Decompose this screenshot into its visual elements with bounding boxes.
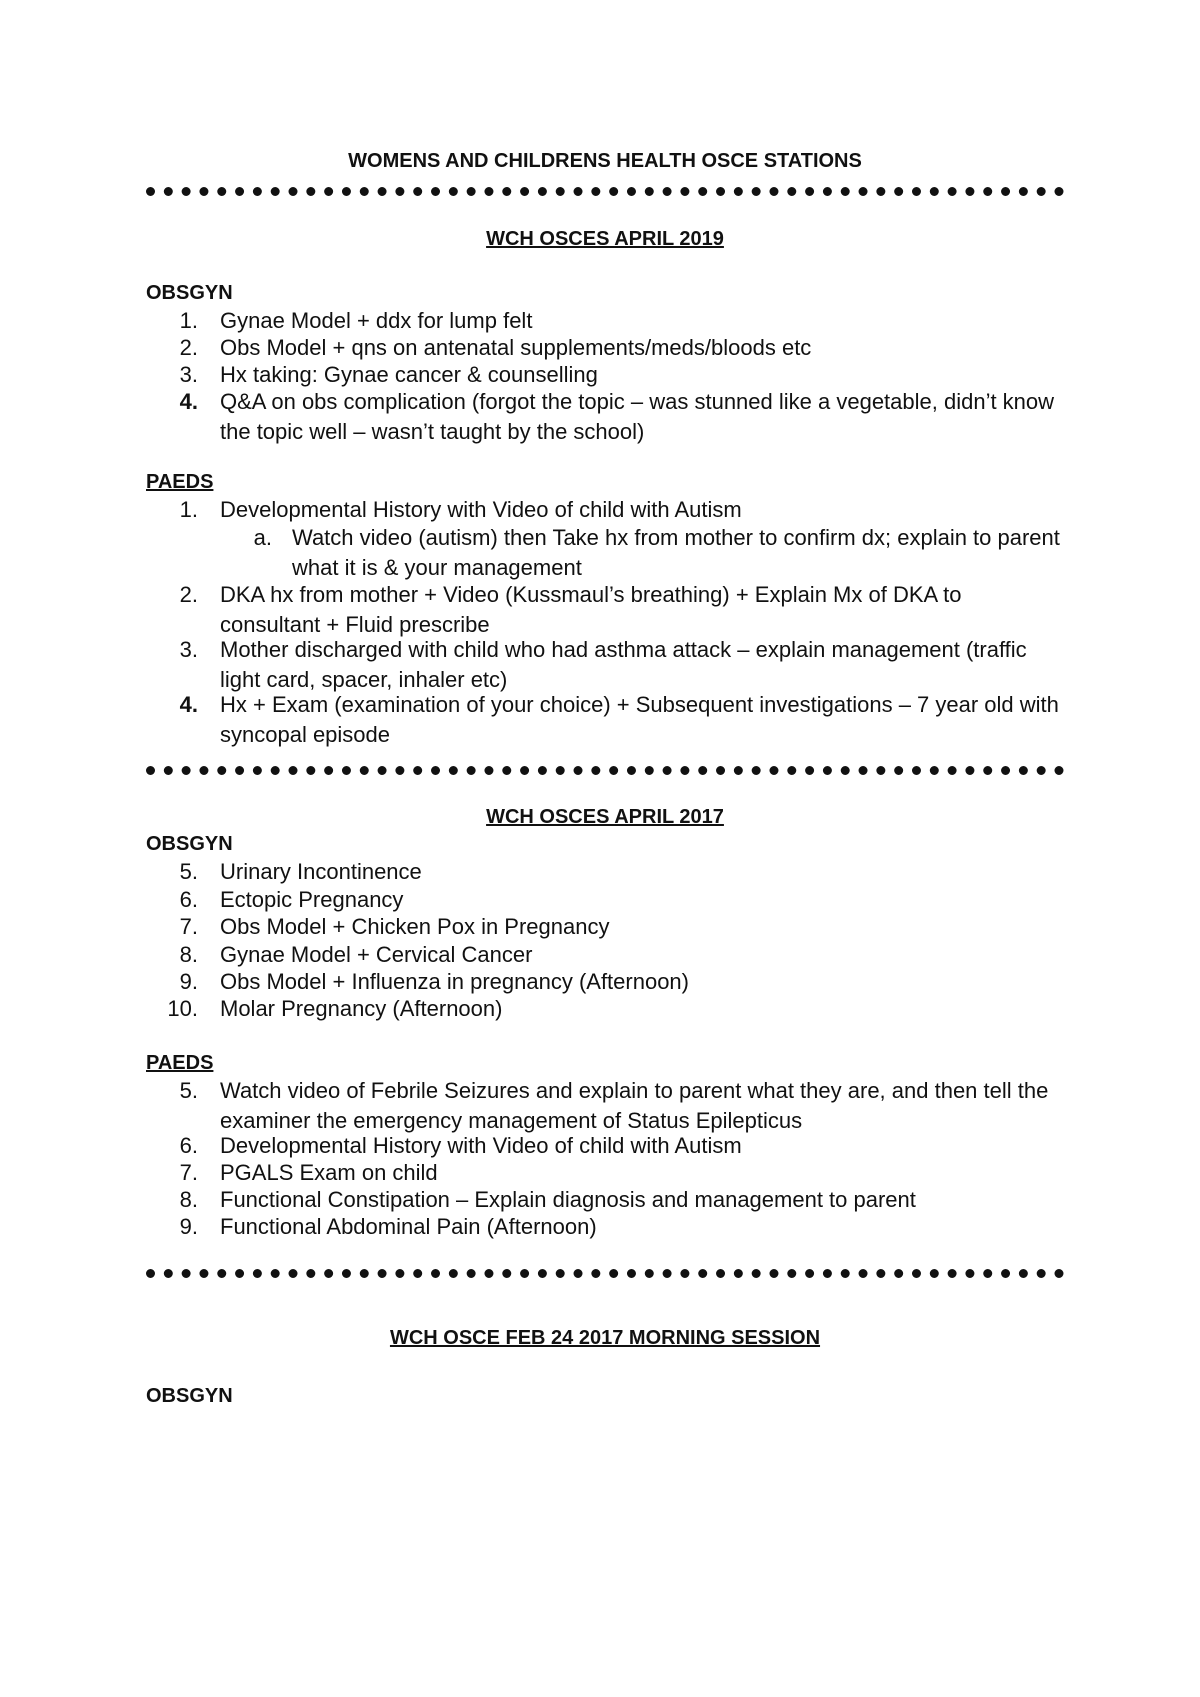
list-number: 8. [179, 942, 198, 967]
list-text: Urinary Incontinence [220, 859, 422, 884]
list-text: DKA hx from mother + Video (Kussmaul’s breathing) + Explain Mx of DKA to consultant + Fluid prescribe [220, 582, 962, 637]
list-number: 10. [167, 996, 198, 1021]
list-text: Molar Pregnancy (Afternoon) [220, 996, 503, 1021]
list-text: Ectopic Pregnancy [220, 887, 404, 912]
list-number: 9. [179, 969, 198, 994]
list-number: 2. [179, 335, 198, 360]
dotted-divider [146, 187, 1064, 196]
list-number: 7. [179, 1160, 198, 1185]
list-text: PGALS Exam on child [220, 1160, 438, 1185]
list-text: Hx + Exam (examination of your choice) + Subsequent investigations – 7 year old with syncopal episode [220, 692, 1059, 747]
list-number: 3. [179, 637, 198, 662]
list-text: Functional Constipation – Explain diagnosis and management to parent [220, 1187, 916, 1212]
list-number: a. [253, 525, 272, 550]
section-title: WCH OSCES APRIL 2019 [486, 228, 724, 250]
list-number: 4. [179, 692, 198, 717]
list-number: 6. [179, 887, 198, 912]
list-text: Gynae Model + ddx for lump felt [220, 308, 533, 333]
list-text: Watch video of Febrile Seizures and explain to parent what they are, and then tell the examiner the emergency management of Status Epilepticus [220, 1078, 1049, 1133]
list-number: 1. [179, 308, 198, 333]
list-text: Q&A on obs complication (forgot the topic – was stunned like a vegetable, didn’t know the topic well – wasn’t taught by the school) [220, 389, 1055, 444]
list-text: Obs Model + Chicken Pox in Pregnancy [220, 914, 610, 939]
list-number: 6. [179, 1133, 198, 1158]
list-text: Functional Abdominal Pain (Afternoon) [220, 1214, 597, 1239]
list-number: 5. [179, 1078, 198, 1103]
list-number: 9. [179, 1214, 198, 1239]
list-text: Watch video (autism) then Take hx from mother to confirm dx; explain to parent what it is & your management [292, 525, 1060, 580]
list-number: 3. [179, 362, 198, 387]
section-heading-obsgyn: OBSGYN [146, 282, 233, 304]
list-number: 5. [179, 859, 198, 884]
section-title: WCH OSCE FEB 24 2017 MORNING SESSION [389, 1327, 821, 1349]
section-heading-obsgyn: OBSGYN [146, 833, 233, 855]
dotted-divider [146, 1269, 1064, 1278]
list-number: 4. [179, 389, 198, 414]
list-number: 8. [179, 1187, 198, 1212]
list-number: 7. [179, 914, 198, 939]
section-heading-obsgyn: OBSGYN [146, 1385, 233, 1407]
list-text: Hx taking: Gynae cancer & counselling [220, 362, 598, 387]
section-title: WCH OSCES APRIL 2017 [486, 806, 724, 828]
list-text: Developmental History with Video of child with Autism [220, 497, 742, 522]
list-text: Developmental History with Video of child with Autism [220, 1133, 742, 1158]
list-text: Gynae Model + Cervical Cancer [220, 942, 533, 967]
list-text: Obs Model + Influenza in pregnancy (Afternoon) [220, 969, 689, 994]
section-heading-paeds: PAEDS [146, 1052, 214, 1074]
section-heading-paeds: PAEDS [146, 471, 214, 493]
document-title: WOMENS AND CHILDRENS HEALTH OSCE STATIONS [348, 150, 862, 172]
list-number: 2. [179, 582, 198, 607]
list-text: Obs Model + qns on antenatal supplements/meds/bloods etc [220, 335, 812, 360]
list-number: 1. [179, 497, 198, 522]
dotted-divider [146, 766, 1064, 775]
list-text: Mother discharged with child who had asthma attack – explain management (traffic light card, spacer, inhaler etc) [220, 637, 1027, 692]
